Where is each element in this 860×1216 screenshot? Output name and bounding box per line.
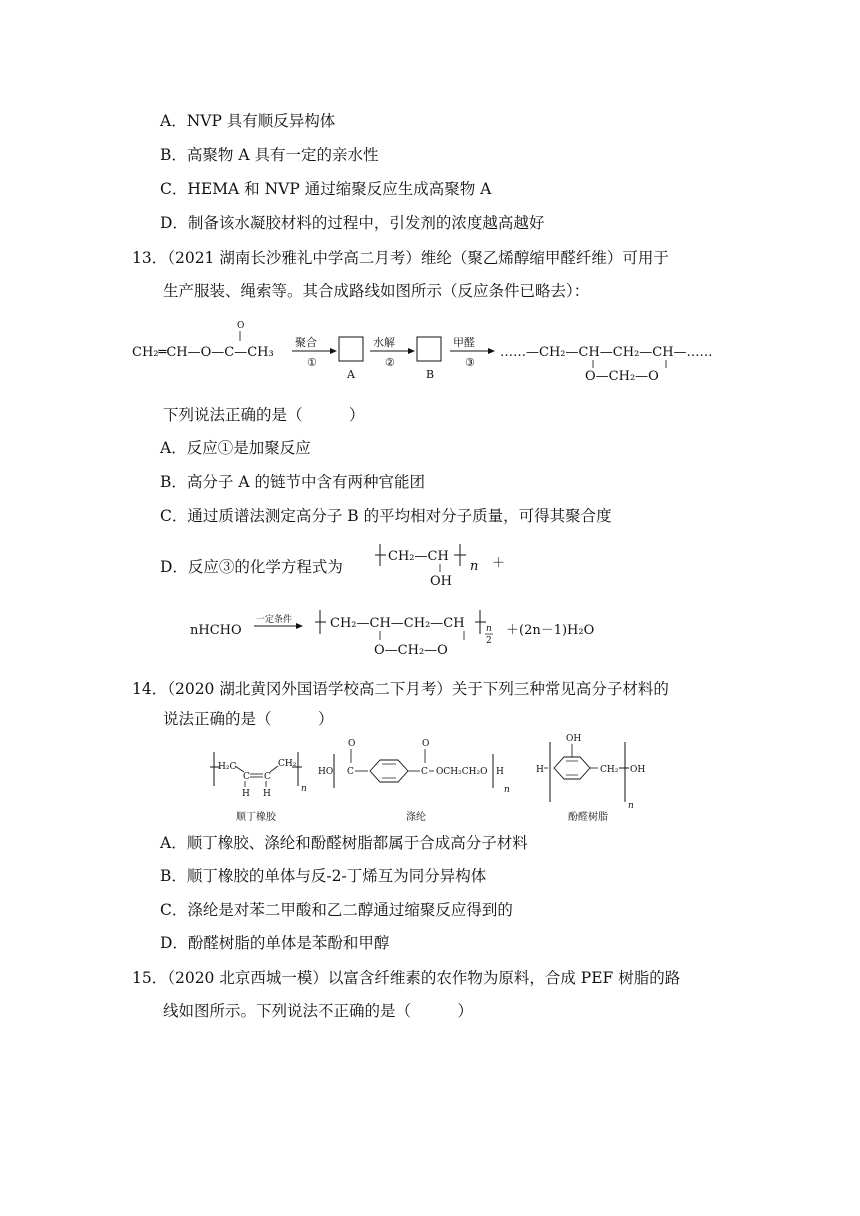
box-a-label: A: [347, 368, 355, 381]
q14-stem-line1: 14．（2020 湖北黄冈外国语学校高二下月考）关于下列三种常见高分子材料的: [132, 680, 669, 698]
q14-option-c: C．涤纶是对苯二甲酸和乙二醇通过缩聚反应得到的: [160, 901, 513, 919]
q13-stem-line2: 生产服装、绳索等。其合成路线如图所示（反应条件已略去）：: [163, 282, 590, 300]
q13-stem-line1: 13．（2021 湖南长沙雅礼中学高二月考）维纶（聚乙烯醇缩甲醛纤维）可用于: [132, 249, 669, 267]
q13-option-b: B．高分子 A 的链节中含有两种官能团: [160, 473, 425, 491]
product-ring: O—CH₂—O: [374, 643, 448, 658]
q12-option-c: C．HEMA 和 NVP 通过缩聚反应生成高聚物 A: [160, 180, 492, 198]
vinylon-ring: O—CH₂—O: [585, 369, 659, 384]
svg-text:H: H: [536, 765, 544, 775]
svg-text:O: O: [422, 739, 430, 749]
svg-text:O: O: [348, 739, 356, 749]
svg-text:C: C: [243, 772, 250, 782]
pva-chain: CH₂—CH: [388, 549, 449, 564]
condition-label: 一定条件: [256, 615, 293, 625]
svg-text:H: H: [242, 789, 250, 799]
polyester-caption: 涤纶: [406, 812, 426, 823]
sub-2: 2: [486, 636, 492, 646]
phenol-ring: [554, 757, 590, 779]
svg-text:n: n: [301, 784, 307, 794]
arrow-2-head: [408, 348, 415, 354]
svg-text:C: C: [264, 772, 271, 782]
q13-option-d: D．反应③的化学方程式为: [160, 558, 343, 576]
q14-option-a: A．顺丁橡胶、涤纶和酚醛树脂都属于合成高分子材料: [160, 834, 528, 852]
pva-n: n: [470, 559, 479, 574]
q12-option-d: D．制备该水凝胶材料的过程中，引发剂的浓度越高越好: [160, 214, 545, 232]
svg-text:n: n: [628, 801, 634, 811]
q13-option-c: C．通过质谱法测定高分子 B 的平均相对分子质量，可得其聚合度: [160, 507, 612, 525]
svg-text:OH: OH: [630, 765, 646, 775]
step3-num: ③: [465, 356, 475, 369]
step2-num: ②: [385, 356, 395, 369]
q12-option-a: A．NVP 具有顺反异构体: [160, 112, 336, 130]
q13-question: 下列说法正确的是（ ）: [163, 406, 365, 424]
sub-n: n: [486, 624, 492, 634]
plus-sign: ＋: [492, 556, 506, 571]
step3-label: 甲醛: [453, 336, 475, 349]
vinylon-chain: ……—CH₂—CH—CH₂—CH—……: [500, 345, 713, 360]
q13-equation-reactant: [368, 540, 518, 590]
svg-text:H: H: [496, 767, 504, 777]
rubber-caption: 顺丁橡胶: [236, 812, 276, 823]
q13-equation-second-line: [188, 604, 628, 664]
q13-option-a: A．反应①是加聚反应: [160, 439, 311, 457]
svg-text:C: C: [347, 767, 354, 777]
resin-structure: [536, 734, 645, 811]
q14-option-b: B．顺丁橡胶的单体与反-2-丁烯互为同分异构体: [160, 867, 487, 885]
q15-stem-line1: 15．（2020 北京西城一模）以富含纤维素的农作物为原料，合成 PEF 树脂的路: [132, 969, 681, 987]
svg-text:H₂C: H₂C: [218, 762, 237, 772]
water-term: ＋(2n－1)H₂O: [506, 623, 595, 638]
q14-polymer-structures: [200, 730, 670, 825]
box-a: [339, 337, 363, 361]
svg-text:OH: OH: [566, 734, 582, 744]
svg-text:n: n: [504, 785, 510, 795]
pva-oh: OH: [430, 574, 452, 589]
hcho: nHCHO: [190, 623, 242, 638]
box-b: [417, 337, 441, 361]
step2-label: 水解: [373, 336, 395, 349]
box-b-label: B: [426, 368, 435, 381]
q15-stem-line2: 线如图所示。下列说法不正确的是（ ）: [163, 1002, 474, 1020]
vinyl-acetate: CH₂═CH—O—C—CH₃: [132, 345, 274, 360]
q14-option-d: D．酚醛树脂的单体是苯酚和甲醇: [160, 934, 390, 952]
svg-text:CH₂: CH₂: [278, 759, 297, 769]
svg-text:C: C: [421, 767, 428, 777]
q12-option-b: B．高聚物 A 具有一定的亲水性: [160, 146, 379, 164]
resin-caption: 酚醛树脂: [568, 812, 608, 823]
svg-text:H: H: [263, 789, 271, 799]
rubber-structure: [210, 752, 307, 799]
q14-stem-line2: 说法正确的是（ ）: [163, 710, 334, 728]
svg-text:OCH₂CH₂O: OCH₂CH₂O: [436, 767, 488, 777]
step1-label: 聚合: [295, 336, 317, 349]
arrow-1-head: [330, 348, 337, 354]
polyester-structure: [318, 739, 510, 795]
product-chain: CH₂—CH—CH₂—CH: [330, 616, 465, 631]
q13-synthesis-scheme: [130, 315, 730, 387]
benzene-ring: [370, 760, 408, 782]
carbonyl-o: O: [237, 321, 245, 331]
svg-text:HO: HO: [318, 767, 334, 777]
svg-text:CH₂: CH₂: [600, 765, 619, 775]
step1-num: ①: [307, 356, 317, 369]
arrow-3-head: [488, 348, 495, 354]
